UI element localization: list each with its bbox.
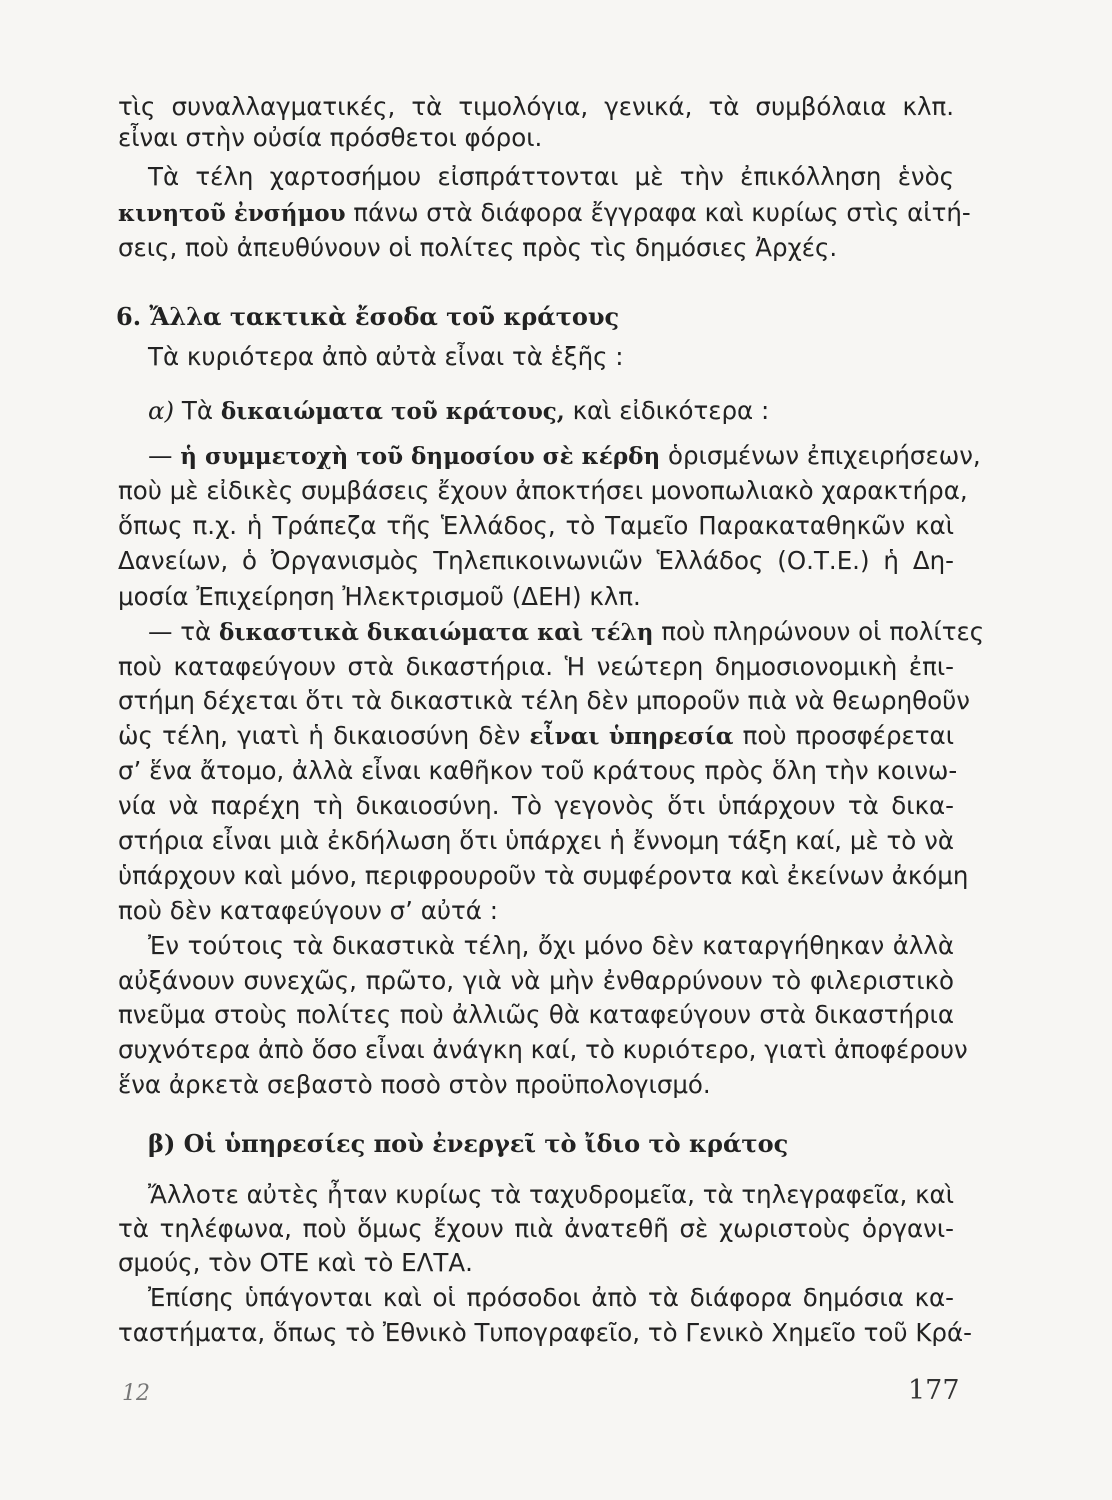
text-line: συχνότερα ἀπὸ ὅσο εἶναι ἀνάγκη καί, τὸ κυριότερο, γιατὶ ἀποφέρουν — [118, 1035, 968, 1064]
text-line: Ἐν τούτοις τὰ δικαστικὰ τέλη, ὄχι μόνο δὲν καταργήθηκαν ἀλλὰ — [148, 931, 954, 960]
text-line: σεις, ποὺ ἀπευθύνουν οἱ πολίτες πρὸς τὶς δημόσιες Ἀρχές. — [118, 233, 838, 262]
text-line: Ἐπίσης ὑπάγονται καὶ οἱ πρόσοδοι ἀπὸ τὰ διάφορα δημόσια κα- — [148, 1283, 954, 1312]
text-line: ὡς τέλη, γιατὶ ἡ δικαιοσύνη δὲν εἶναι ὑπηρεσία ποὺ προσφέρεται — [118, 721, 954, 750]
text-line: ποὺ δὲν καταφεύγουν σ’ αὐτά : — [118, 896, 498, 925]
text-line: Δανείων, ὁ Ὀργανισμὸς Τηλεπικοινωνιῶν Ἑλλάδος (Ο.Τ.Ε.) ἡ Δη- — [118, 546, 954, 575]
text-line: Τὰ τέλη χαρτοσήμου εἰσπράττονται μὲ τὴν ἐπικόλληση ἑνὸς — [148, 162, 954, 191]
text-line: — τὰ δικαστικὰ δικαιώματα καὶ τέλη ποὺ πληρώνουν οἱ πολίτες — [148, 617, 985, 646]
text-line: σ’ ἕνα ἄτομο, ἀλλὰ εἶναι καθῆκον τοῦ κράτους πρὸς ὅλη τὴν κοινω- — [118, 756, 958, 785]
text-line: εἶναι στὴν οὐσία πρόσθετοι φόροι. — [118, 123, 543, 152]
signature-mark: 12 — [122, 1381, 150, 1406]
text-line: ταστήματα, ὅπως τὸ Ἐθνικὸ Τυπογραφεῖο, τὸ Γενικὸ Χημεῖο τοῦ Κρά- — [118, 1318, 972, 1347]
text-line: αὐξάνουν συνεχῶς, πρῶτο, γιὰ νὰ μὴν ἐνθαρρύνουν τὸ φιλεριστικὸ — [118, 966, 954, 995]
text-line: Ἄλλοτε αὐτὲς ἦταν κυρίως τὰ ταχυδρομεῖα, τὰ τηλεγραφεῖα, καὶ — [148, 1180, 954, 1209]
bold-term: ἡ συμμετοχὴ τοῦ δημοσίου σὲ κέρδη — [180, 443, 661, 470]
text-line: στήμη δέχεται ὅτι τὰ δικαστικὰ τέλη δὲν μποροῦν πιὰ νὰ θεωρηθοῦν — [118, 686, 970, 715]
text-line: ποὺ καταφεύγουν στὰ δικαστήρια. Ἡ νεώτερη δημοσιονομικὴ ἐπι- — [118, 652, 954, 681]
text-line: ὑπάρχουν καὶ μόνο, περιφρουροῦν τὰ συμφέροντα καὶ ἐκείνων ἀκόμη — [118, 861, 969, 890]
text-line: πνεῦμα στοὺς πολίτες ποὺ ἀλλιῶς θὰ καταφεύγουν στὰ δικαστήρια — [118, 1000, 954, 1029]
text-line: τὶς συναλλαγματικές, τὰ τιμολόγια, γενικά, τὰ συμβόλαια κλπ. — [118, 92, 954, 121]
text-line: Τὰ κυριότερα ἀπὸ αὐτὰ εἶναι τὰ ἑξῆς : — [148, 342, 624, 371]
text-line: νία νὰ παρέχη τὴ δικαιοσύνη. Τὸ γεγονὸς ὅτι ὑπάρχουν τὰ δικα- — [118, 791, 954, 820]
list-marker: α) — [148, 396, 175, 425]
text-line: κινητοῦ ἐνσήμου πάνω στὰ διάφορα ἔγγραφα καὶ κυρίως στὶς αἰτή- — [118, 198, 971, 227]
section-heading: β) Οἱ ὑπηρεσίες ποὺ ἐνεργεῖ τὸ ἴδιο τὸ κράτος — [148, 1129, 789, 1158]
bold-term: δικαιώματα τοῦ κράτους, — [220, 398, 565, 425]
bold-term: κινητοῦ ἐνσήμου — [118, 200, 346, 227]
section-heading: 6. Ἄλλα τακτικὰ ἔσοδα τοῦ κράτους — [116, 302, 620, 331]
text-line: στήρια εἶναι μιὰ ἐκδήλωση ὅτι ὑπάρχει ἡ ἔννομη τάξη καί, μὲ τὸ νὰ — [118, 826, 954, 855]
bold-term: εἶναι ὑπηρεσία — [529, 723, 734, 750]
text-line: τὰ τηλέφωνα, ποὺ ὅμως ἔχουν πιὰ ἀνατεθῆ σὲ χωριστοὺς ὀργανι- — [118, 1214, 954, 1243]
text-line: ἕνα ἀρκετὰ σεβαστὸ ποσὸ στὸν προϋπολογισμό. — [118, 1070, 711, 1099]
bold-term: δικαστικὰ δικαιώματα καὶ τέλη — [219, 619, 654, 646]
text-line: — ἡ συμμετοχὴ τοῦ δημοσίου σὲ κέρδη ὁρισμένων ἐπιχειρήσεων, — [148, 441, 981, 470]
text-line: α) Τὰ δικαιώματα τοῦ κράτους, καὶ εἰδικότερα : — [148, 396, 770, 425]
text-line: μοσία Ἐπιχείρηση Ἠλεκτρισμοῦ (ΔΕΗ) κλπ. — [118, 582, 641, 611]
text-line: ποὺ μὲ εἰδικὲς συμβάσεις ἔχουν ἀποκτήσει μονοπωλιακὸ χαρακτήρα, — [118, 476, 968, 505]
text-line: ὅπως π.χ. ἡ Τράπεζα τῆς Ἑλλάδος, τὸ Ταμεῖο Παρακαταθηκῶν καὶ — [118, 511, 954, 540]
page-number: 177 — [908, 1375, 960, 1406]
text-line: σμούς, τὸν ΟΤΕ καὶ τὸ ΕΛΤΑ. — [118, 1248, 473, 1277]
